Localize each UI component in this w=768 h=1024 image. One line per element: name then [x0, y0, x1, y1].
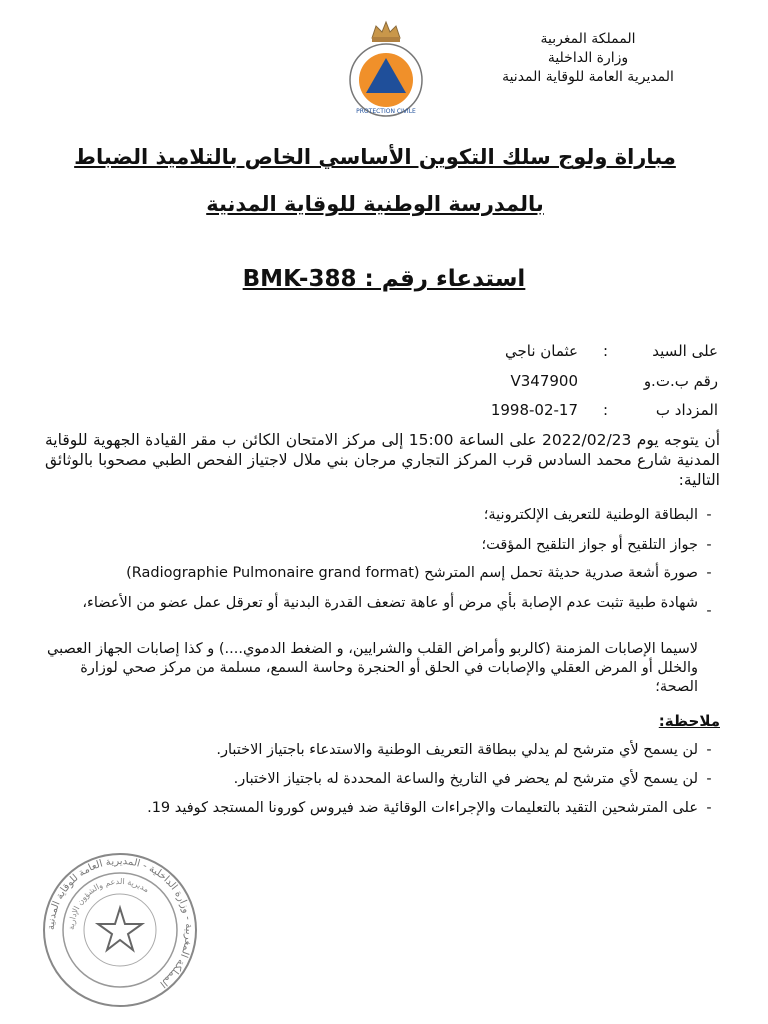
field-value: عثمان ناجي: [504, 342, 578, 360]
convocation-number: [0, 266, 768, 292]
field-value: V347900: [510, 372, 578, 390]
document-item: - جواز التلقيح أو جواز التلقيح المؤقت؛: [481, 537, 712, 553]
svg-text:PROTECTION CIVILE: PROTECTION CIVILE: [356, 108, 416, 115]
convocation-code: BMK-388: [242, 266, 357, 292]
document-text: شهادة طبية تثبت عدم الإصابة بأي مرض أو عاهة تضعف القدرة البدنية أو تعرقل عمل عضو من الأعضاء،: [82, 595, 698, 611]
intro-paragraph: أن يتوجه يوم 2022/02/23 على الساعة 15:00 إلى مركز الامتحان الكائن ب مقر القيادة الجهوية للوقاية المدنية شارع محمد السادس قرب المركز التجاري مرجان بني ملال لاجتياز الفحص الطبي مصحوبا بالوثائق التالية:: [45, 431, 721, 489]
field-label: المزداد ب: [655, 401, 718, 419]
field-birthdate: [491, 401, 718, 419]
document-text: لاسيما الإصابات المزمنة (كالربو وأمراض القلب والشرايين، و الضغط الدموي....) و كذا إصابات الجهاز العصبي والخلل أو المرض العقلي والإصابات في الحلق أو الحنجرة وحاسة السمع، مسلمة من مركز صحي لوزارة الصحة؛: [47, 641, 698, 695]
document-continuation: [45, 640, 698, 697]
document-item: - شهادة طبية تثبت عدم الإصابة بأي مرض أو عاهة تضعف القدرة البدنية أو تعرقل عمل عضو من الأعضاء،: [82, 595, 712, 619]
field-sep: :: [602, 401, 608, 419]
field-id: [510, 372, 718, 390]
protection-civile-logo: [348, 18, 424, 118]
field-label: رقم ب.ت.و: [643, 372, 718, 390]
svg-text:مديرية الدعم والشؤون الإدارية: مديرية الدعم والشؤون الإدارية: [66, 876, 151, 931]
title-line-1: مباراة ولوج سلك التكوين الأساسي الخاص بالتلاميذ الضباط: [74, 145, 676, 169]
letterhead-directorate: المديرية العامة للوقاية المدنية: [502, 69, 674, 85]
note-text: على المترشحين التقيد بالتعليمات والإجراءات الوقائية ضد فيروس كورونا المستجد كوفيد 19.: [147, 800, 698, 816]
notes-heading: ملاحظة:: [658, 712, 720, 730]
note-item: - لن يسمح لأي مترشح لم يدلي ببطاقة التعريف الوطنية والاستدعاء باجتياز الاختبار.: [216, 742, 712, 758]
letterhead-kingdom: المملكة المغربية: [540, 31, 636, 47]
document-item: - البطاقة الوطنية للتعريف الإلكترونية؛: [483, 507, 712, 523]
document-text: جواز التلقيح أو جواز التلقيح المؤقت؛: [481, 537, 698, 553]
title-line-2: بالمدرسة الوطنية للوقاية المدنية: [206, 192, 544, 216]
letterhead: [468, 30, 708, 87]
svg-text:المملكة المغربية - وزارة الداخ: المملكة المغربية - وزارة الداخلية - المديرية العامة للوقاية المدنية: [45, 855, 195, 990]
field-sep: [578, 372, 608, 390]
field-sep: :: [602, 342, 608, 360]
note-text: لن يسمح لأي مترشح لم يدلي ببطاقة التعريف الوطنية والاستدعاء باجتياز الاختبار.: [216, 742, 698, 758]
convocation-label: استدعاء رقم :: [364, 266, 526, 292]
document-text: صورة أشعة صدرية حديثة تحمل إسم المترشح (Radiographie Pulmonaire grand format): [126, 565, 698, 581]
letterhead-ministry: وزارة الداخلية: [547, 50, 629, 66]
field-label: على السيد: [652, 342, 718, 360]
note-text: لن يسمح لأي مترشح لم يحضر في التاريخ والساعة المحددة له باجتياز الاختبار.: [233, 771, 698, 787]
field-value: 1998-02-17: [490, 401, 578, 419]
note-item: - لن يسمح لأي مترشح لم يحضر في التاريخ والساعة المحددة له باجتياز الاختبار.: [233, 771, 712, 787]
document-text: البطاقة الوطنية للتعريف الإلكترونية؛: [483, 507, 698, 523]
document-item: - صورة أشعة صدرية حديثة تحمل إسم المترشح (Radiographie Pulmonaire grand format): [126, 565, 712, 581]
official-stamp: [40, 850, 200, 1010]
field-name: [505, 342, 718, 360]
note-item: - على المترشحين التقيد بالتعليمات والإجراءات الوقائية ضد فيروس كورونا المستجد كوفيد 19.: [147, 800, 712, 816]
